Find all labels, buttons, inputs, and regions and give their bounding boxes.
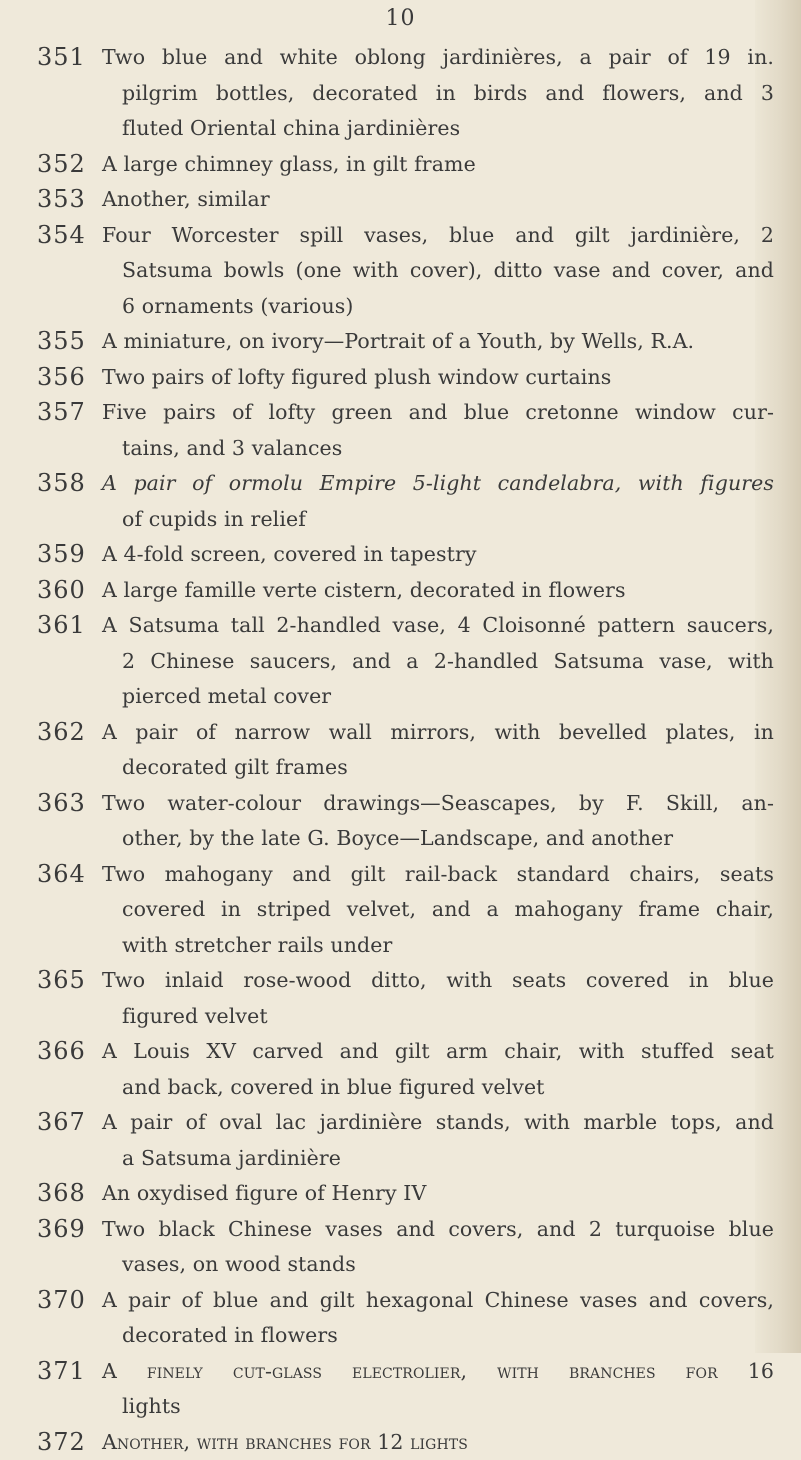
lot-description-line: of cupids in relief [102,502,774,538]
lot-number: 364 [37,857,86,893]
lot-description-line: A pair of narrow wall mirrors, with bevelled plates, in [102,715,774,751]
lot-description-line: covered in striped velvet, and a mahogany frame chair, [102,892,774,928]
lot-description-line: A 4-fold screen, covered in tapestry [102,537,774,573]
lot-description-line: figured velvet [102,999,774,1035]
lot-description [102,1034,774,1105]
catalogue-lot [0,147,780,183]
lot-number: 352 [37,147,86,183]
lot-number: 359 [37,537,86,573]
lot-description-line: vases, on wood stands [102,1247,774,1283]
catalogue-lot [0,786,780,857]
lot-description-line: tains, and 3 valances [102,431,774,467]
lot-description-line: A large famille verte cistern, decorated in flowers [102,573,774,609]
lot-number: 351 [37,40,86,76]
lot-description [102,218,774,325]
catalogue-lot [0,537,780,573]
lot-description-line: Satsuma bowls (one with cover), ditto vase and cover, and [102,253,774,289]
lot-number: 356 [37,360,86,396]
lot-description-line: with stretcher rails under [102,928,774,964]
lot-number: 360 [37,573,86,609]
lot-description-line: lights [102,1389,774,1425]
lot-description [102,608,774,715]
lot-description [102,1212,774,1283]
catalogue-lot [0,218,780,325]
lot-description [102,1354,774,1425]
lot-description-line: A Louis XV carved and gilt arm chair, with stuffed seat [102,1034,774,1070]
lot-description [102,963,774,1034]
lot-number: 362 [37,715,86,751]
catalogue-lot [0,608,780,715]
catalogue-lot [0,963,780,1034]
lot-number: 358 [37,466,86,502]
lot-description [102,40,774,147]
lot-number: 366 [37,1034,86,1070]
lot-description-line: decorated in flowers [102,1318,774,1354]
lot-description-line: fluted Oriental china jardinières [102,111,774,147]
lot-description-line: Two inlaid rose-wood ditto, with seats covered in blue [102,963,774,999]
catalogue-lot [0,40,780,147]
lot-description-line: Four Worcester spill vases, blue and gilt jardinière, 2 [102,218,774,254]
lot-description-line: and back, covered in blue figured velvet [102,1070,774,1106]
catalogue-lot [0,466,780,537]
catalogue-lot [0,857,780,964]
lot-number: 363 [37,786,86,822]
lot-description [102,182,774,218]
lot-description [102,147,774,183]
lot-description [102,360,774,396]
catalogue-lot [0,715,780,786]
lot-description-line: A miniature, on ivory—Portrait of a Youth, by Wells, R.A. [102,324,774,360]
catalogue-lot [0,1176,780,1212]
lot-description [102,324,774,360]
catalogue-lot [0,1425,780,1460]
lot-description-line: 2 Chinese saucers, and a 2-handled Satsuma vase, with [102,644,774,680]
catalogue-lot [0,1212,780,1283]
lot-number: 368 [37,1176,86,1212]
lot-description [102,1105,774,1176]
lot-description [102,1283,774,1354]
lot-number: 369 [37,1212,86,1248]
lot-number: 370 [37,1283,86,1319]
lot-description-line: decorated gilt frames [102,750,774,786]
lot-description-line: An oxydised figure of Henry IV [102,1176,774,1212]
lot-description-line: Five pairs of lofty green and blue cretonne window cur- [102,395,774,431]
lot-number: 355 [37,324,86,360]
lot-description [102,786,774,857]
lot-description [102,395,774,466]
lot-description-line: A large chimney glass, in gilt frame [102,147,774,183]
lot-number: 361 [37,608,86,644]
lot-description-line: other, by the late G. Boyce—Landscape, and another [102,821,774,857]
lot-description-line: a Satsuma jardinière [102,1141,774,1177]
lot-description-line: 6 ornaments (various) [102,289,774,325]
lot-description-line: A finely cut-glass electrolier, with branches for 16 [102,1354,774,1390]
lot-description-line: pilgrim bottles, decorated in birds and flowers, and 3 [102,76,774,112]
lot-description-line: A pair of ormolu Empire 5-light candelabra, with figures [102,466,774,502]
lot-description [102,1425,774,1460]
lot-number: 365 [37,963,86,999]
lot-list [0,40,780,1460]
catalogue-lot [0,182,780,218]
lot-description [102,573,774,609]
lot-description-line: Another, with branches for 12 lights [102,1425,774,1460]
lot-description-line: A pair of oval lac jardinière stands, with marble tops, and [102,1105,774,1141]
lot-number: 354 [37,218,86,254]
lot-description-line: Two blue and white oblong jardinières, a pair of 19 in. [102,40,774,76]
lot-description [102,466,774,537]
lot-description-line: pierced metal cover [102,679,774,715]
lot-number: 372 [37,1425,86,1460]
page-number: 10 [0,6,801,31]
lot-number: 367 [37,1105,86,1141]
lot-number: 357 [37,395,86,431]
catalogue-lot [0,573,780,609]
lot-description-line: Two black Chinese vases and covers, and 2 turquoise blue [102,1212,774,1248]
catalogue-lot [0,324,780,360]
catalogue-lot [0,395,780,466]
lot-description [102,537,774,573]
lot-number: 371 [37,1354,86,1390]
lot-description [102,857,774,964]
catalogue-lot [0,360,780,396]
lot-description-line: Two pairs of lofty figured plush window curtains [102,360,774,396]
lot-description [102,1176,774,1212]
catalogue-lot [0,1105,780,1176]
catalogue-lot [0,1354,780,1425]
lot-description-line: Two water-colour drawings—Seascapes, by F. Skill, an- [102,786,774,822]
catalogue-lot [0,1283,780,1354]
lot-description-line: A pair of blue and gilt hexagonal Chinese vases and covers, [102,1283,774,1319]
lot-description-line: Another, similar [102,182,774,218]
catalogue-lot [0,1034,780,1105]
lot-number: 353 [37,182,86,218]
lot-description [102,715,774,786]
lot-description-line: A Satsuma tall 2-handled vase, 4 Cloisonné pattern saucers, [102,608,774,644]
lot-description-line: Two mahogany and gilt rail-back standard chairs, seats [102,857,774,893]
